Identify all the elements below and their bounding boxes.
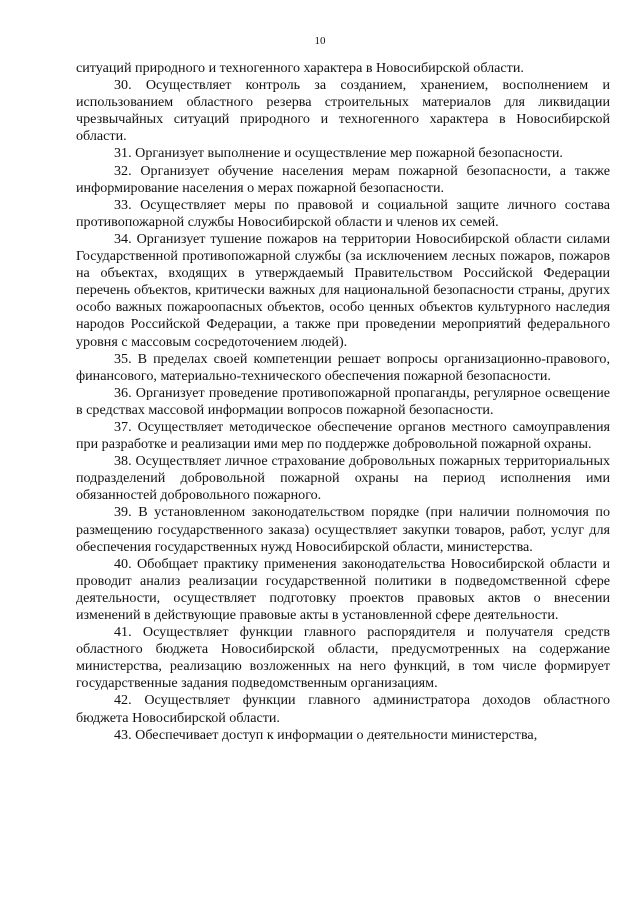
paragraph-item-30: 30. Осуществляет контроль за созданием, хранением, восполнением и использованием областного резерва строительных материалов для ликвидации чрезвычайных ситуаций природного и техногенного характера в Новосибирской области. [76, 77, 610, 145]
paragraph-continuation: ситуаций природного и техногенного характера в Новосибирской области. [76, 60, 524, 76]
paragraph-item-34: 34. Организует тушение пожаров на территории Новосибирской области силами Государственной противопожарной службы (за исключением лесных пожаров, пожаров на объектах, входящих в утверждаемый Правительством Российской Федерации перечень объектов, критически важных для национальной безопасности страны, других особо важных пожароопасных объектов, особо ценных объектов культурного наследия народов Российской Федерации, а также при проведении мероприятий федерального уровня с массовым сосредоточением людей). [76, 230, 610, 350]
paragraph-item-38: 38. Осуществляет личное страхование добровольных пожарных территориальных подразделений добровольной пожарной охраны на период исполнения ими обязанностей добровольного пожарного. [76, 453, 610, 504]
paragraph-item-40: 40. Обобщает практику применения законодательства Новосибирской области и проводит анализ реализации государственной политики в подведомственной сфере деятельности, осуществляет подготовку проектов правовых актов о внесении изменений в действующие правовые акты в установленной сфере деятельности. [76, 555, 610, 623]
paragraph-item-43: 43. Обеспечивает доступ к информации о деятельности министерства, [114, 726, 538, 743]
paragraph-item-37: 37. Осуществляет методическое обеспечение органов местного самоуправления при разработке и реализации ими мер по поддержке добровольной пожарной охраны. [76, 418, 610, 453]
paragraph-item-39: 39. В установленном законодательством порядке (при наличии полномочия по размещению государственного заказа) осуществляет закупки товаров, работ, услуг для обеспечения государственных нужд Новосибирской области, министерства. [76, 504, 610, 555]
page-number: 10 [314, 35, 326, 47]
paragraph-item-36: 36. Организует проведение противопожарной пропаганды, регулярное освещение в средствах массовой информации вопросов пожарной безопасности. [76, 384, 610, 418]
document-body [76, 60, 610, 744]
paragraph-item-35: 35. В пределах своей компетенции решает вопросы организационно-правового, финансового, материально-технического обеспечения пожарной безопасности. [76, 350, 610, 384]
paragraph-item-32: 32. Организует обучение населения мерам пожарной безопасности, а также информирование населения о мерах пожарной безопасности. [76, 162, 610, 196]
paragraph-item-41: 41. Осуществляет функции главного распорядителя и получателя средств областного бюджета Новосибирской области, предусмотренных на содержание министерства, реализацию возложенных на него функций, в том числе формирует государственные задания подведомственным организациям. [76, 624, 610, 692]
paragraph-item-33: 33. Осуществляет меры по правовой и социальной защите личного состава противопожарной службы Новосибирской области и членов их семей. [76, 196, 610, 230]
paragraph-item-31: 31. Организует выполнение и осуществление мер пожарной безопасности. [114, 145, 563, 162]
paragraph-item-42: 42. Осуществляет функции главного администратора доходов областного бюджета Новосибирской области. [76, 692, 610, 726]
